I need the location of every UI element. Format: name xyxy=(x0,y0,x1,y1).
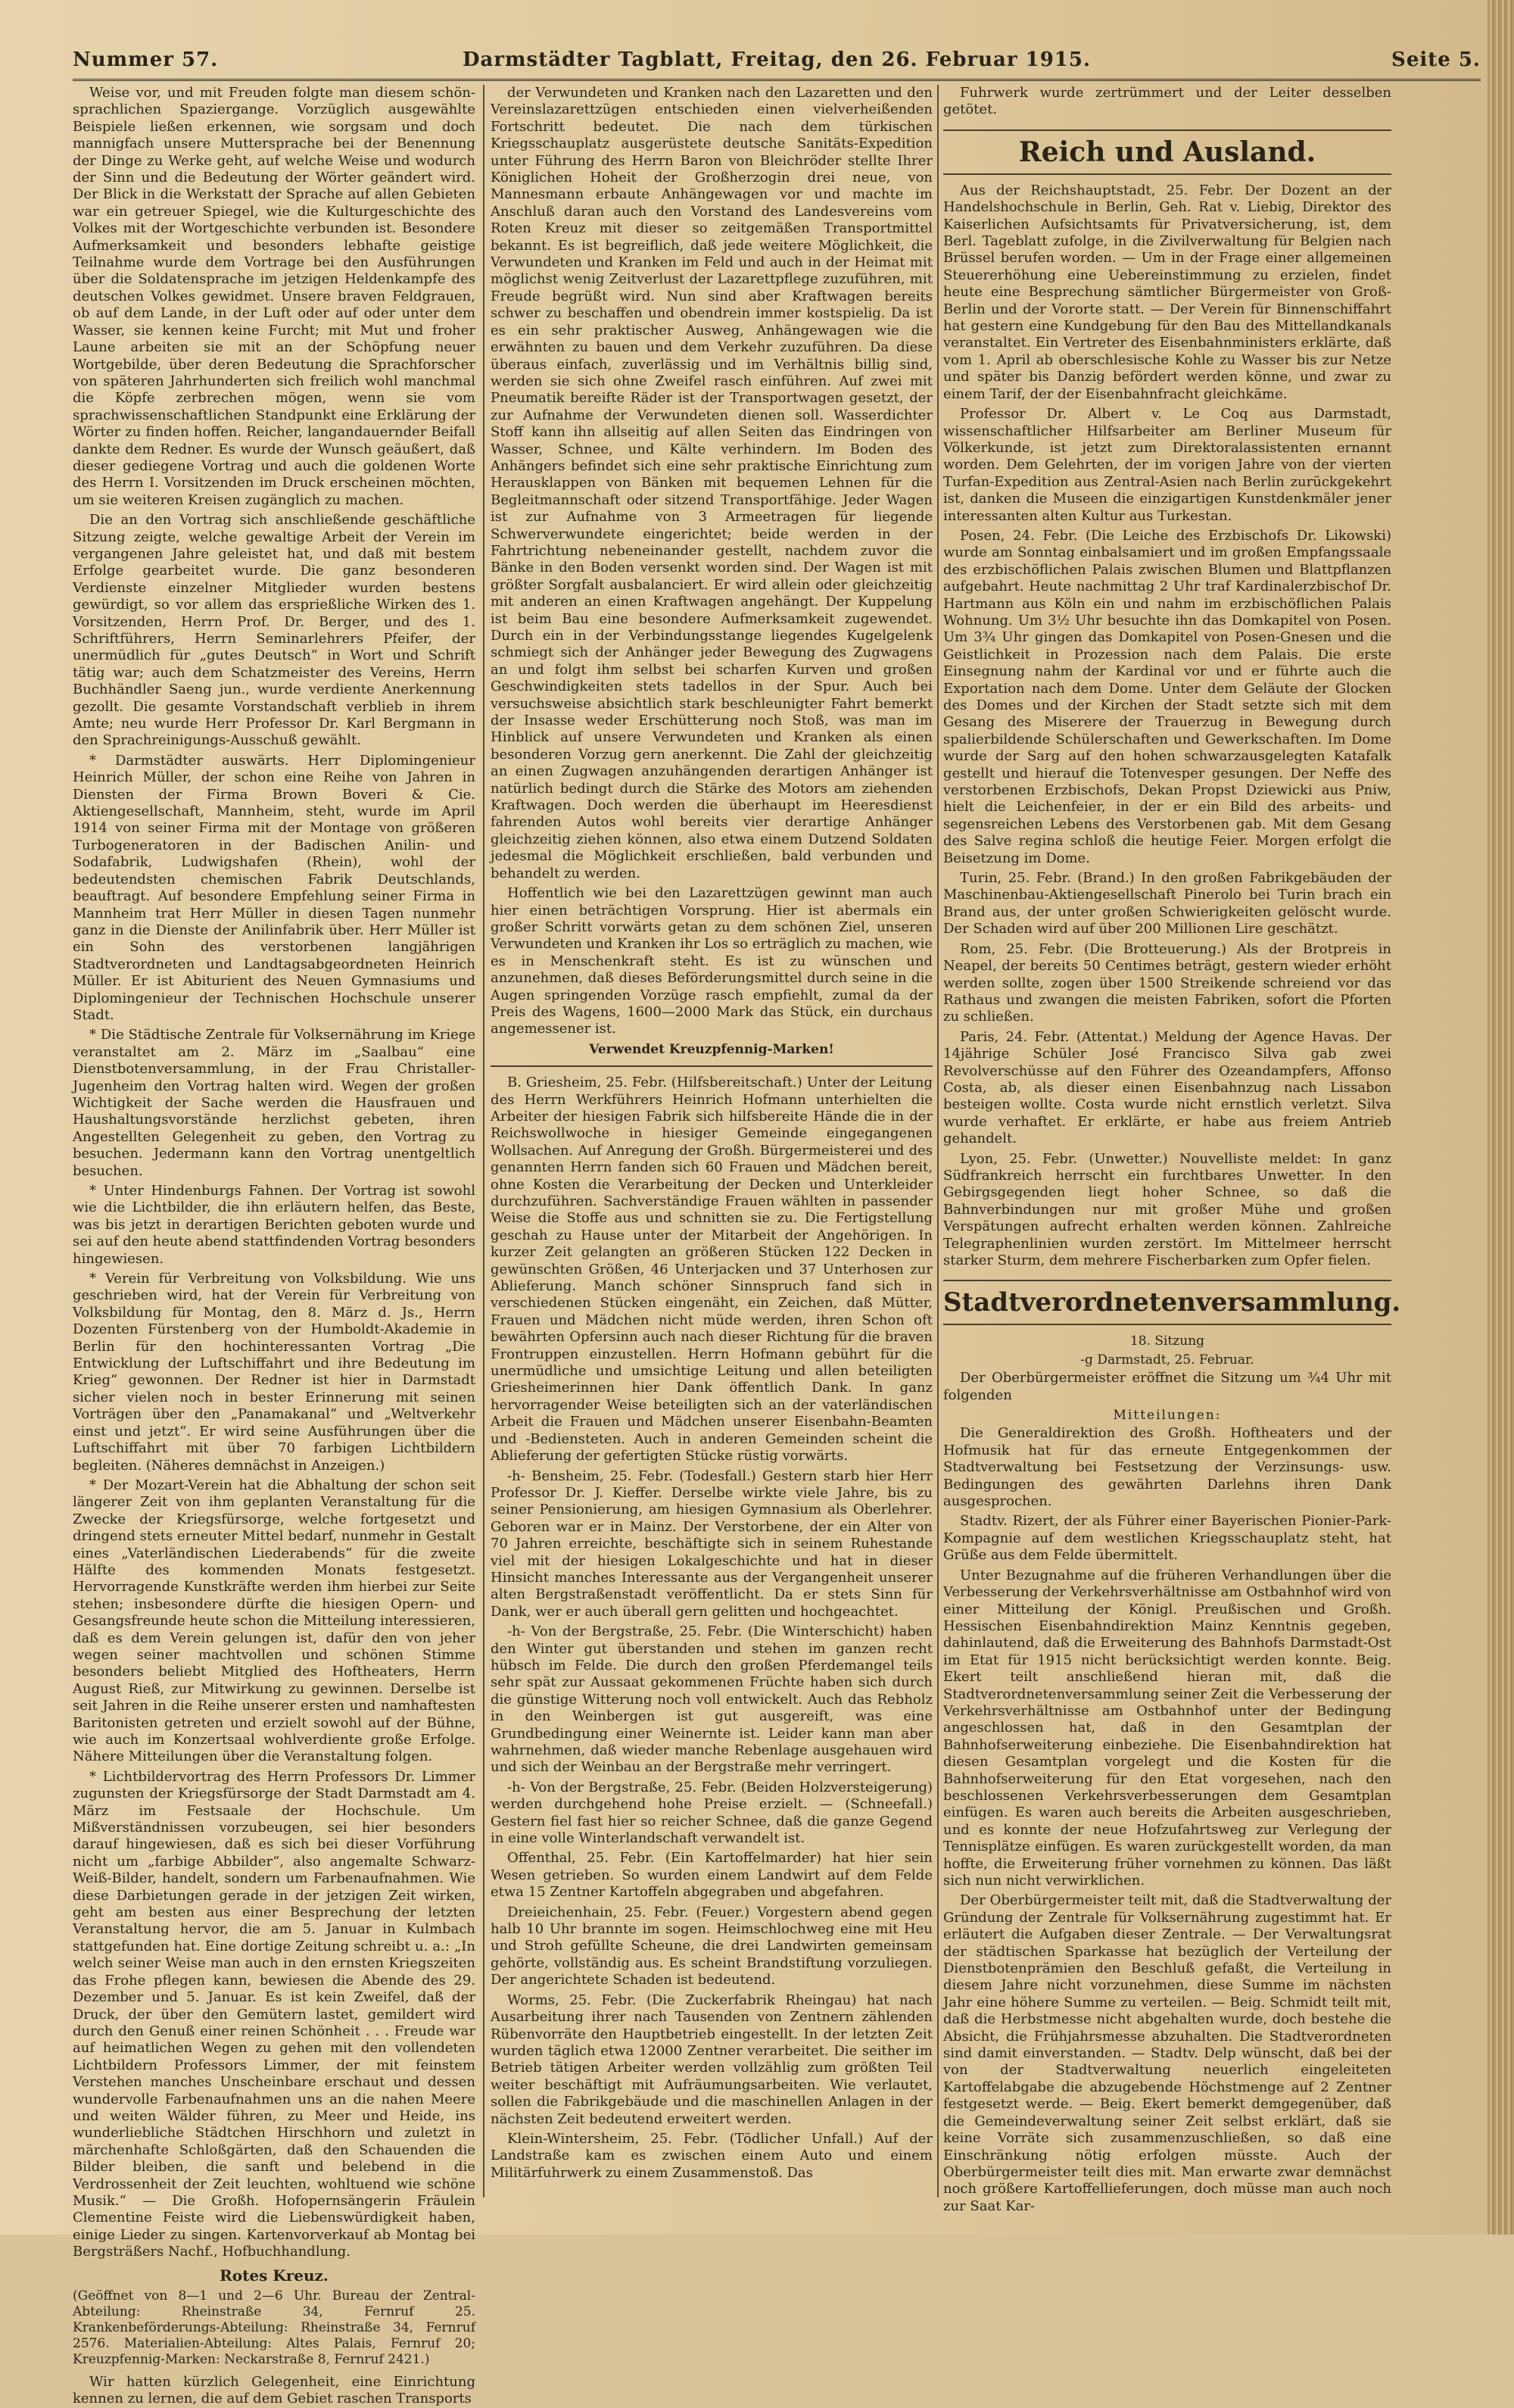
article-paragraph: Wir hatten kürzlich Gelegenheit, eine Einrichtung kennen zu lernen, die auf dem Gebiet raschen Transports xyxy=(73,2374,475,2407)
article-paragraph: Unter Bezugnahme auf die früheren Verhandlungen über die Verbesserung der Verkehrsverhältnisse am Ostbahnhof wird von einer Mitteilung der Königl. Preußischen und Großh. Hessischen Eisenbahndirektion Mainz Kenntnis gegeben, dahinlautend, daß die Erweiterung des Bahnhofs Darmstadt-Ost im Etat für 1915 nicht berücksichtigt werden konnte. Beig. Ekert teilt anschließend hieran mit, daß die Stadtverordnetenversammlung seiner Zeit die Verbesserung der Verkehrsverhältnisse am Ostbahnhof unter der Bedingung angeschlossen hat, daß in den Gesamtplan der Bahnhofserweiterung einbeziehe. Die Eisenbahndirektion hat diesen Gesamtplan vorgelegt und die Kosten für die Bahnhofserweiterung für den Etat vorgesehen, nach den beschlossenen Verkehrsverbesserungen dem Gesamtplan einfügen. Es waren auch bereits die Arbeiten ausgeschrieben, und es konnte der neue Hofzufahrtsweg zur Verlegung der Tennisplätze einfügen. Es waren zurückgestellt worden, da man hoffte, die Erweiterung früher vornehmen zu können. Das läßt sich nun nicht verwirklichen. xyxy=(943,1567,1391,1889)
local-news-item: * Der Mozart-Verein hat die Abhaltung der schon seit längerer Zeit von ihm geplanten Veranstaltung für die Zwecke der Kriegsfürsorge, welche fortgesetzt und dringend stets erneuter Mittel bedarf, nunmehr in Gestalt eines „Vaterländischen Liederabends“ für die zweite Hälfte des kommenden Monats festgesetzt. Hervorragende Kunstkräfte werden ihm hierbei zur Seite stehen; insbesondere dürfte die hiesigen Opern- und Gesangsfreunde heute schon die Mitteilung interessieren, daß es dem Verein gelungen ist, dafür den von jeher wegen seiner machtvollen und schönen Stimme besonders beliebt Mitglied des Hoftheaters, Herrn August Rieß, zur Mitwirkung zu gewinnen. Derselbe ist seit Jahren in die Reihe unserer ersten und namhaftesten Baritonisten getreten und erzielt sowohl auf der Bühne, wie auch im Konzertsaal wohlverdiente große Erfolge. Nähere Mitteilungen über die Veranstaltung folgen. xyxy=(73,1477,475,1765)
column-middle xyxy=(491,85,933,2197)
section-heading-reich-und-ausland: Reich und Ausland. xyxy=(943,129,1391,175)
session-number: 18. Sitzung xyxy=(1129,1333,1205,1349)
column-rule xyxy=(937,85,939,2197)
divider xyxy=(491,1065,933,1067)
news-item: Rom, 25. Febr. (Die Brotteuerung.) Als der Brotpreis in Neapel, der bereits 50 Centimes beträgt, gestern wieder erhöht werden sollte, zogen über 1500 Streikende schreiend vor das Rathaus und zwangen die meisten Fabriken, sofort die Pforten zu schließen. xyxy=(943,940,1391,1025)
regional-news-item: Worms, 25. Febr. (Die Zuckerfabrik Rheingau) hat nach Ausarbeitung ihrer nach Tausenden von Zentnern zählenden Rübenvorräte den Hauptbetrieb eingestellt. In der letzten Zeit wurden täglich etwa 12000 Zentner verarbeitet. Die seither im Betrieb tätigen Arbeiter werden vollzählig zum größten Teil weiter beschäftigt mit Aufräumungsarbeiten. Wie verlautet, sollen die Fabrikgebäude und die maschinellen Anlagen in der nächsten Zeit bedeutend erweitert werden. xyxy=(491,1992,933,2127)
section-heading-rotes-kreuz: Rotes Kreuz. xyxy=(220,2266,329,2285)
column-left xyxy=(73,85,475,2407)
column-rule xyxy=(483,85,484,2197)
local-news-item: * Darmstädter auswärts. Herr Diplomingenieur Heinrich Müller, der schon eine Reihe von Jahren in Diensten der Firma Brown Boveri & Cie. Aktiengesellschaft, Mannheim, steht, wurde im April 1914 von seiner Firma mit der Montage von größeren Turbogeneratoren in der Badischen Anilin- und Sodafabrik, Ludwigshafen (Rhein), wohl der bedeutendsten chemischen Fabrik Deutschlands, beauftragt. Auf besondere Empfehlung seiner Firma in Mannheim trat Herr Müller in diesen Tagen nunmehr ganz in die Dienste der Anilinfabrik über. Herr Müller ist ein Sohn des verstorbenen langjährigen Stadtverordneten und Landtagsabgeordneten Heinrich Müller. Er ist Abiturient des Neuen Gymnasiums und Diplomingenieur der Technischen Hochschule unserer Stadt. xyxy=(73,752,475,1023)
regional-news-item: B. Griesheim, 25. Febr. (Hilfsbereitschaft.) Unter der Leitung des Herrn Werkführers Heinrich Hofmann unterhielten die Arbeiter der hiesigen Fabrik sich hilfsbereite Hände die in der Reichswollwoche in hiesiger Gemeinde eingegangenen Wollsachen. Auf Anregung der Großh. Bürgermeisterei und des genannten Herrn fanden sich 60 Frauen und Mädchen bereit, ohne Kosten die Verarbeitung der Decken und Unterkleider durchzuführen. Sachverständige Frauen wählten in passender Weise die Stoffe aus und schnitten sie zu. Die Fertigstellung geschah zu Hause unter der Mitarbeit der Angehörigen. In kurzer Zeit gelangten an größeren Stücken 122 Decken in gewünschten Größen, 46 Unterjacken und 37 Unterhosen zur Ablieferung. Manch schöner Sinnspruch fand sich in verschiedenen Stücken eingenäht, ein Zeichen, daß Mütter, Frauen und Mädchen nicht müde werden, ihren Schon oft bewährten Opfersinn auch nach dieser Richtung für die braven Frontruppen einzustellen. Herrn Hofmann gebührt für die unermüdliche und umsichtige Leitung und allen beteiligten Griesheimerinnen hier Dank öffentlich Dank. In ganz hervorragender Weise beteiligten sich an der vaterländischen Arbeit die Frauen und Mädchen unserer Eisenbahn-Beamten und -Bediensteten. Auch in anderen Gemeinden scheint die Ablieferung der gefertigten Stücke rüstig vorwärts. xyxy=(491,1075,933,1464)
regional-news-item: Offenthal, 25. Febr. (Ein Kartoffelmarder) hat hier sein Wesen getrieben. So wurden einem Landwirt auf dem Felde etwa 15 Zentner Kartoffeln abgegraben und abgefahren. xyxy=(491,1850,933,1901)
local-news-item: * Unter Hindenburgs Fahnen. Der Vortrag ist sowohl wie die Lichtbilder, die ihn erläutern helfen, das Beste, was bis jetzt in derartigen Berichten geboten wurde und sei auf den heute abend stattfindenden Vortrag besonders hingewiesen. xyxy=(73,1183,475,1267)
article-paragraph: Der Oberbürgermeister eröffnet die Sitzung um ¾4 Uhr mit folgenden xyxy=(943,1370,1391,1403)
newspaper-title: Darmstädter Tagblatt, Freitag, den 26. Februar 1915. xyxy=(462,48,1092,71)
regional-news-item: -h- Von der Bergstraße, 25. Febr. (Beiden Holzversteigerung) werden durchgehend hohe Preise erzielt. — (Schneefall.) Gestern fiel fast hier so reicher Schnee, daß die ganze Gegend in eine volle Winterlandschaft verwandelt ist. xyxy=(491,1779,933,1847)
local-news-item: * Verein für Verbreitung von Volksbildung. Wie uns geschrieben wird, hat der Verein für Verbreitung von Volksbildung für Montag, den 8. März d. Js., Herrn Dozenten Fürstenberg von der Humboldt-Akademie in Berlin für den hochinteressanten Vortrag „Die Entwicklung der Luftschiffahrt und ihre Bedeutung im Krieg“ gewonnen. Der Redner ist hier in Darmstadt sicher vielen noch in bester Erinnerung mit seinen Vorträgen über den „Panamakanal“ und „Weltverkehr einst und jetzt“. Er wird seine Ausführungen über die Luftschiffahrt mit über 70 farbigen Lichtbildern begleiten. (Näheres demnächst in Anzeigen.) xyxy=(73,1271,475,1474)
news-item: Paris, 24. Febr. (Attentat.) Meldung der Agence Havas. Der 14jährige Schüler José Francisco Silva gab zwei Revolverschüsse auf den Führer des Ozeandampfers, Affonso Costa, ab, als dieser einen Eisenbahnzug nach Lissabon besteigen wollte. Costa wurde nicht ernstlich verletzt. Silva wurde verhaftet. Er erklärte, er habe aus freiem Antrieb gehandelt. xyxy=(943,1028,1391,1147)
news-item: Aus der Reichshauptstadt, 25. Febr. Der Dozent an der Handelshochschule in Berlin, Geh. Rat v. Liebig, Direktor des Kaiserlichen Aufsichtsamts für Privatversicherung, ist, dem Berl. Tageblatt zufolge, in die Zivilverwaltung für Belgien nach Brüssel berufen worden. — Um in der Frage einer allgemeinen Steuererhöhung eine Uebereinstimmung zu erzielen, findet heute eine Besprechung sämtlicher Bürgermeister von Groß-Berlin und der Vororte statt. — Der Verein für Binnenschiffahrt hat gestern eine Kundgebung für den Bau des Mittellandkanals veranstaltet. Ein Vertreter des Eisenbahnministers erklärte, daß vom 1. April ab oberschlesische Kohle zu Wasser bis zur Netze und später bis Danzig befördert werden könne, und zwar zu einem Tarif, der der Eisenbahnfracht gleichkäme. xyxy=(943,182,1391,402)
subheading-mitteilungen: Mitteilungen: xyxy=(1113,1408,1222,1424)
article-paragraph: Hoffentlich wie bei den Lazarettzügen gewinnt man auch hier einen beträchtigen Vorsprung. Hier ist abermals ein großer Schritt vorwärts getan zu dem schönen Ziel, unseren Verwundeten und Kranken ihr Los so erträglich zu machen, wie es in Menschenkraft steht. Es ist zu wünschen und anzunehmen, daß dieses Beförderungsmittel durch seine in die Augen springenden Vorzüge rasch empfiehlt, zumal da der Preis des Wagens, 1600—2000 Mark das Stück, ein durchaus angemessener ist. xyxy=(491,885,933,1037)
article-paragraph: Stadtv. Rizert, der als Führer einer Bayerischen Pionier-Park-Kompagnie auf dem westlichen Kriegsschauplatz steht, hat Grüße aus dem Felde übermittelt. xyxy=(943,1513,1391,1564)
article-paragraph: Die Generaldirektion des Großh. Hoftheaters und der Hofmusik hat für das erneute Entgegenkommen der Stadtverwaltung bei Festsetzung der Verzinsungs- usw. Bedingungen des gewährten Darlehns ihren Dank ausgesprochen. xyxy=(943,1425,1391,1510)
article-paragraph: der Verwundeten und Kranken nach den Lazaretten und den Vereinslazarettzügen entschieden einen vielverheißenden Fortschritt bedeutet. Die nach dem türkischen Kriegsschauplatz ausgerüstete deutsche Sanitäts-Expedition unter Führung des Herrn Baron von Bleichröder stellte Ihrer Königlichen Hoheit der Großherzogin drei neue, von Mannesmann erbaute Anhängewagen vor und machte im Anschluß daran auch den Vorstand des Landesvereins vom Roten Kreuz mit dieser so zeitgemäßen Transportmittel bekannt. Es ist begreiflich, daß jede weitere Möglichkeit, die Verwundeten und Kranken im Feld und auch in der Heimat mit möglichst wenig Zeitverlust der Lazarettpflege zuzuführen, mit Freude begrüßt wird. Nun sind aber Kraftwagen bereits schwer zu beschaffen und obendrein immer kostspielig. Da ist es ein sehr praktischer Ausweg, Anhängewagen wie die erwähnten zu bauen und dem Verkehr zuzuführen. Da diese überaus einfach, zuverlässig und im Verhältnis billig sind, werden sie sich ohne Zweifel rasch einführen. Auf zwei mit Pneumatik bereifte Räder ist der Transportwagen gesetzt, der zur Aufnahme der Verwundeten dienen soll. Wasserdichter Stoff kann ihn allseitig auf allen Seiten das Eindringen von Wasser, Schnee, und Kälte verhindern. Im Boden des Anhängers befindet sich eine sehr praktische Einrichtung zum Herausklappen von Bänken mit bequemen Lehnen für die Begleitmannschaft oder sitzend Transportfähige. Jeder Wagen ist zur Aufnahme von 3 Armeetragen für liegende Schwerverwundete eingerichtet; beide werden in der Fahrtrichtung nebeneinander gestellt, nachdem zuvor die Bänke in den Boden versenkt worden sind. Der Wagen ist mit größter Sorgfalt ausbalanciert. Er wird allein oder gleichzeitig mit anderen an einen Kraftwagen angehängt. Der Kuppelung ist beim Bau eine besondere Aufmerksamkeit zugewendet. Durch ein in der Verbindungsstange liegendes Kugelgelenk schmiegt sich der Anhänger jeder Bewegung des Zugwagens an und folgt ihm selbst bei scharfen Kurven und großen Geschwindigkeiten stets tadellos in der Spur. Auch bei versuchsweise absichtlich stark beschleunigter Fahrt bemerkt der Insasse weder Erschütterung noch Stoß, was man im Hinblick auf unsere Verwundeten und Kranken als einen besonderen Vorzug gern anerkennt. Die Zahl der gleichzeitig an einen Zugwagen anzuhängenden derartigen Anhänger ist natürlich bedingt durch die Stärke des Motors am ziehenden Kraftwagen. Doch werden die überhaupt im Heeresdienst fahrenden Autos wohl bereits vier derartige Anhänger gleichzeitig ziehen können, also etwa einem Dutzend Soldaten jedesmal die Möglichkeit erschließen, bald verbunden und behandelt zu werden. xyxy=(491,85,933,881)
regional-news-item: Dreieichenhain, 25. Febr. (Feuer.) Vorgestern abend gegen halb 10 Uhr brannte im sogen. Heimschlochweg eine mit Heu und Stroh gefüllte Scheune, die drei Landwirten gemeinsam gehörte, vollständig aus. Es scheint Brandstiftung vorzuliegen. Der angerichtete Schaden ist bedeutend. xyxy=(491,1904,933,1988)
local-news-item: * Die Städtische Zentrale für Volksernährung im Kriege veranstaltet am 2. März im „Saalbau“ eine Dienstbotenversammlung, in der Frau Christaller-Jugenheim den Vortrag halten wird. Wegen der großen Wichtigkeit der Sache werden die Hausfrauen und Haushaltungsvorstände herzlichst gebeten, ihren Angestellten Gelegenheit zu geben, den Vortrag zu besuchen. Jedermann kann den Vortrag unentgeltlich besuchen. xyxy=(73,1027,475,1179)
regional-news-item: -h- Von der Bergstraße, 25. Febr. (Die Winterschicht) haben den Winter gut überstanden und stehen im ganzen recht hübsch im Felde. Die durch den großen Pferdemangel teils sehr spät zur Aussaat gekommenen Früchte haben sich durch die günstige Witterung noch voll entwickelt. Auch das Rebholz in den Weinbergen ist gut ausgereift, was eine Grundbedingung einer Weinernte ist. Leider kann man aber wahrnehmen, daß wieder manche Rebenlage ausgehauen wird und sich der Weinbau an der Bergstraße mehr verringert. xyxy=(491,1624,933,1776)
article-paragraph: Fuhrwerk wurde zertrümmert und der Leiter desselben getötet. xyxy=(943,85,1391,118)
section-heading-stadtverordnetenversammlung: Stadtverordnetenversammlung. xyxy=(943,1280,1391,1325)
regional-news-item: -h- Bensheim, 25. Febr. (Todesfall.) Gestern starb hier Herr Professor Dr. J. Kieffer. Derselbe wirkte viele Jahre, bis zu seiner Pensionierung, am hiesigen Gymnasium als Oberlehrer. Geboren war er in Mainz. Der Verstorbene, der ein Alter von 70 Jahren erreichte, beschäftigte sich in seinem Ruhestande viel mit der hiesigen Lokalgeschichte und hat in dieser Hinsicht manches Interessante aus der Vergangenheit unserer alten Bergstraßenstadt veröffentlicht. Da er stets Sinn für Dank, wer er auch überall gern gelitten und hochgeachtet. xyxy=(491,1468,933,1620)
masthead-line xyxy=(73,45,1481,81)
news-item: Posen, 24. Febr. (Die Leiche des Erzbischofs Dr. Likowski) wurde am Sonntag einbalsamiert und im großen Empfangssaale des erzbischöflichen Palais zwischen Blumen und Blattpflanzen aufgebahrt. Heute nachmittag 2 Uhr traf Kardinalerzbischof Dr. Hartmann aus Köln ein und nahm im erzbischöflichen Palais Wohnung. Um 3½ Uhr besuchte ihn das Domkapitel von Posen. Um 3¾ Uhr gingen das Domkapitel von Posen-Gnesen und die Geistlichkeit in Prozession nach dem Palais. Die erste Einsegnung nahm der Kardinal vor und er führte auch die Exportation nach dem Dome. Unter dem Geläute der Glocken des Domes und der Kirchen der Stadt setzte sich mit dem Gesang des Miserere der Trauerzug in Bewegung durch spalierbildende Schülerschaften und Gewerkschaften. Im Dome wurde der Sarg auf den hohen schwarzausgelegten Katafalk gestellt und hierauf die Totenvesper gesungen. Der Neffe des verstorbenen Erzbischofs, Dekan Propst Dziewicki aus Pniw, hielt die Leichenfeier, in der er ein Bild des arbeits- und segensreichen Lebens des Verstorbenen gab. Mit dem Gesang des Salve regina schloß die heutige Feier. Morgen erfolgt die Beisetzung im Dome. xyxy=(943,527,1391,866)
page-edge-bound-stack xyxy=(1488,0,1514,2235)
news-item: Turin, 25. Febr. (Brand.) In den großen Fabrikgebäuden der Maschinenbau-Aktiengesellschaft Pinerolo bei Turin brach ein Brand aus, der unter großen Schwierigkeiten gelöscht wurde. Der Schaden wird auf über 200 Millionen Lire geschätzt. xyxy=(943,870,1391,937)
page-number: Seite 5. xyxy=(1391,48,1481,71)
issue-number: Nummer 57. xyxy=(73,48,219,71)
local-news-item: * Lichtbildervortrag des Herrn Professors Dr. Limmer zugunsten der Kriegsfürsorge der Stadt Darmstadt am 4. März im Festsaale der Hochschule. Um Mißverständnissen vorzubeugen, sei hier besonders darauf hingewiesen, daß es sich bei dieser Vorführung nicht um „farbige Abbilder“, also angemalte Schwarz-Weiß-Bilder, handelt, sondern um Farbenaufnahmen. Wie diese Darbietungen gerade in der jetzigen Zeit wirken, geht am besten aus einer Besprechung der letzten Veranstaltung hervor, die am 5. Januar in Kulmbach stattgefunden hat. Eine dortige Zeitung schreibt u. a.: „In welch seiner Weise man auch in den ernsten Kriegszeiten das Frohe pflegen kann, bewiesen die Abende des 29. Dezember und 5. Januar. Es ist kein Zweifel, daß der Druck, der über den Gemütern lastet, gemildert wird durch den Genuß einer reinen Schönheit . . . Freude war auf heimatlichen Wegen zu gehen mit den vollendeten Lichtbildern Professors Limmer, der mit feinstem Verstehen manches Unscheinbare erschaut und dessen wundervolle Farbenaufnahmen uns an die nahen Meere und weiten Wälder führen, zu Meer und Heide, ins wunderliebliche Städtchen Hirschhorn und zuletzt in märchenhafte Schloßgärten, daß den Schauenden die Bilder bleiben, die sanft und belebend in die Verdrossenheit der Zeit leuchten, wohltuend wie schöne Musik.“ — Die Großh. Hofopernsängerin Fräulein Clementine Feiste wird die Liebenswürdigkeit haben, einige Lieder zu singen. Kartenvorverkauf ab Montag bei Bergsträßers Nachf., Hofbuchhandlung. xyxy=(73,1768,475,2260)
appeal-line: Verwendet Kreuzpfennig-Marken! xyxy=(589,1041,834,1057)
column-right xyxy=(943,85,1401,2214)
news-item: Professor Dr. Albert v. Le Coq aus Darmstadt, wissenschaftlicher Hilfsarbeiter am Berliner Museum für Völkerkunde, ist jetzt zum Direktoralassistenten ernannt worden. Dem Gelehrten, der im vorigen Jahre von der vierten Turfan-Expedition aus Zentral-Asien nach Berlin zurückgekehrt ist, danken die Museen die einzigartigen Kunstdenkmäler jener interessanten alten Kultur aus Turkestan. xyxy=(943,406,1391,524)
news-item: Lyon, 25. Febr. (Unwetter.) Nouvelliste meldet: In ganz Südfrankreich herrscht ein furchtbares Unwetter. In den Gebirgsgegenden liegt hoher Schnee, so daß die Bahnverbindungen nur mit großer Mühe und großen Verspätungen aufrecht erhalten werden können. Zahlreiche Telegraphenlinien wurden zerstört. Im Mittelmeer herrscht starker Sturm, dem mehrere Fischerbarken zum Opfer fielen. xyxy=(943,1150,1391,1268)
regional-news-item: Klein-Wintersheim, 25. Febr. (Tödlicher Unfall.) Auf der Landstraße kam es zwischen einem Auto und einem Militärfuhrwerk zu einem Zusammenstoß. Das xyxy=(491,2130,933,2181)
office-hours-note: (Geöffnet von 8—1 und 2—6 Uhr. Bureau der Zentral-Abteilung: Rheinstraße 34, Fernruf 25. Krankenbeförderungs-Abteilung: Rheinstraße 34, Fernruf 2576. Materialien-Abteilung: Altes Palais, Fernruf 20; Kreuzpfennig-Marken: Neckarstraße 8, Fernruf 2421.) xyxy=(73,2288,475,2367)
session-dateline: -g Darmstadt, 25. Februar. xyxy=(1080,1352,1254,1368)
article-paragraph: Der Oberbürgermeister teilt mit, daß die Stadtverwaltung der Gründung der Zentrale für Volksernährung zugestimmt hat. Er erläutert die Aufgaben dieser Zentrale. — Der Verwaltungsrat der städtischen Sparkasse hat bezüglich der Verteilung der Dienstbotenprämien den Beschluß gefaßt, die Verteilung in diesem Jahre nicht vorzunehmen, diese Summe im nächsten Jahr eine höhere Summe zu verteilen. — Beig. Schmidt teilt mit, daß die Herbstmesse nicht abgehalten wurde, doch bestehe die Absicht, die Frühjahrsmesse abzuhalten. Die Stadtverordneten sind damit einverstanden. — Stadtv. Delp wünscht, daß bei der von der Stadtverwaltung neuerlich eingeleiteten Kartoffelabgabe die abzugebende Höchstmenge auf 2 Zentner festgesetzt werde. — Beig. Ekert bemerkt demgegenüber, daß die Gemeindeverwaltung seiner Zeit selbst erklärt, daß sie keine Vorräte sich zusammenzuschließen, so daß eine Einschränkung nötig erfolgen müsste. Auch der Oberbürgermeister teilt dies mit. Man erwarte zwar demnächst noch größere Kartoffellieferungen, doch müsse man auch noch zur Saat Kar- xyxy=(943,1892,1391,2214)
article-paragraph: Weise vor, und mit Freuden folgte man diesem schön-sprachlichen Spaziergange. Vorzüglich ausgewählte Beispiele ließen erkennen, wie sorgsam und doch mannigfach unsere Muttersprache bei der Benennung der Dinge zu Werke geht, auf welche Weise und wodurch der Sinn und die Bedeutung der Wörter geändert wird. Der Blick in die Werkstatt der Sprache auf allen Gebieten war ein getreuer Spiegel, wie die Kulturgeschichte des Volkes mit der Wortgeschichte verbunden ist. Besondere Aufmerksamkeit und besonders lebhafte geistige Teilnahme wurde dem Vortrage bei den Ausführungen über die Soldatensprache im jetzigen Heldenkampfe des deutschen Volkes gewidmet. Unsere braven Feldgrauen, ob auf dem Lande, in der Luft oder auf oder unter dem Wasser, sie kennen keine Furcht; mit Mut und froher Laune arbeiten sie mit an der Schöpfung neuer Wortgebilde, über deren Bedeutung die Sprachforscher von späteren Jahrhunderten sich freilich wohl manchmal die Köpfe zerbrechen mögen, wenn sie vom sprachwissenschaftlichen Standpunkt eine Erklärung der Wörter zu finden hoffen. Reicher, langandauernder Beifall dankte dem Redner. Es wurde der Wunsch geäußert, daß dieser gediegene Vortrag und auch die goldenen Worte des Herrn I. Vorsitzenden im Druck erscheinen möchten, um sie weiteren Kreisen zugänglich zu machen. xyxy=(73,85,475,508)
article-paragraph: Die an den Vortrag sich anschließende geschäftliche Sitzung zeigte, welche gewaltige Arbeit der Verein im vergangenen Jahre geleistet hat, und daß mit bestem Erfolge gearbeitet wurde. Die ganz besonderen Verdienste einzelner Mitglieder wurden bestens gewürdigt, so vor allem das ersprießliche Wirken des 1. Vorsitzenden, Herrn Prof. Dr. Berger, und des 1. Schriftführers, Herrn Seminarlehrers Pfeifer, der unermüdlich für „gutes Deutsch“ in Wort und Schrift tätig war; auch dem Schatzmeister des Vereins, Herrn Buchhändler Saeng jun., wurde verdiente Anerkennung gezollt. Die gesamte Vorstandschaft verblieb in ihrem Amte; neu wurde Herr Professor Dr. Karl Bergmann in den Sprachreinigungs-Ausschuß gewählt. xyxy=(73,512,475,749)
